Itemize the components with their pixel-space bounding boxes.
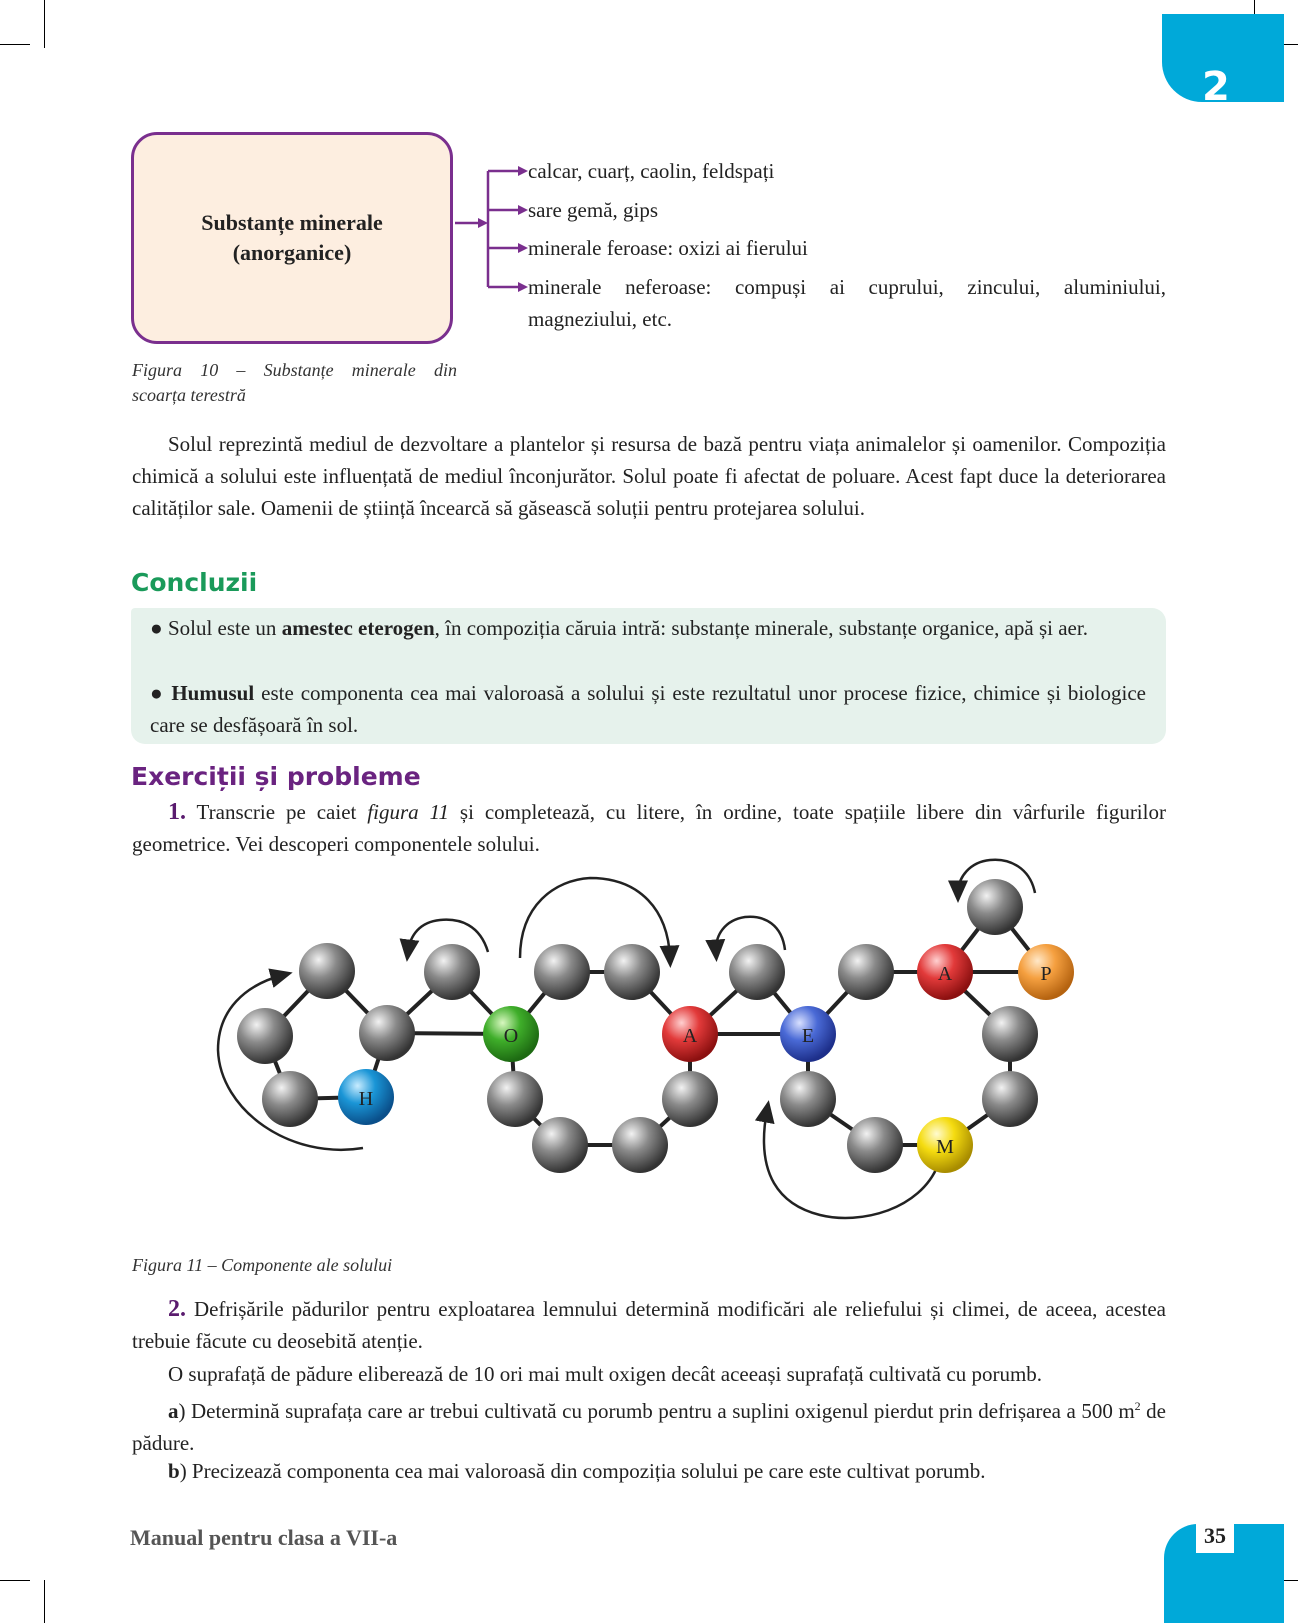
- ball-label-m: M: [936, 1136, 954, 1158]
- ball-gray: [534, 944, 590, 1000]
- ball-gray: [424, 944, 480, 1000]
- conclusions-title: Concluzii: [131, 568, 258, 597]
- ball-gray: [237, 1008, 293, 1064]
- mineral-item: magneziului, etc.: [528, 307, 673, 331]
- figure10-caption-line2: scoarța terestră: [132, 385, 246, 405]
- conclusion-item: ● Solul este un amestec eterogen, în compoziția căruia intră: substanțe minerale, substanțe organice, apă și aer.: [150, 616, 1088, 640]
- ball-label-a: A: [682, 1025, 698, 1047]
- soil-paragraph: Solul reprezintă mediul de dezvoltare a plantelor și resursa de bază pentru viața animalelor și oamenilor. Compoziția chimică a solului este influențată de mediul înconjurător. Solul poate fi afectat de poluare. Acest fapt duce la deteriorarea calităților sale. Oamenii de știință încearcă să găsească soluții pentru protejarea solului.: [132, 432, 1166, 520]
- ball-gray: [662, 1071, 718, 1127]
- mineral-item: minerale feroase: oxizi ai fierului: [528, 236, 808, 260]
- page-number-tab: [1164, 1524, 1284, 1623]
- molecule-balls: [237, 879, 1074, 1173]
- crop-mark: [0, 1580, 30, 1581]
- ball-gray: [299, 943, 355, 999]
- exercise-2a: a) Determină suprafața care ar trebui cultivată cu porumb pentru a suplini oxigenul pierdut prin defrișarea a 500 $m^2$ de pădure.: [132, 1399, 1166, 1455]
- ball-gray: [604, 944, 660, 1000]
- ball-gray: [838, 944, 894, 1000]
- exercise-2-statement: O suprafață de pădure eliberează de 10 ori mai mult oxigen decât aceeași suprafață cultivată cu porumb.: [168, 1362, 1043, 1386]
- ball-gray: [612, 1117, 668, 1173]
- mineral-item: calcar, cuarț, caolin, feldspați: [528, 159, 775, 183]
- exercise-2b: b) Precizează componenta cea mai valoroasă din compoziția solului pe care este cultivat porumb.: [168, 1459, 986, 1483]
- ball-label-a: A: [937, 963, 953, 985]
- figure10-caption-line1: Figura 10 – Substanțe minerale din: [132, 360, 457, 380]
- box-title-line1: Substanțe minerale: [201, 210, 383, 235]
- page-number: 35: [1196, 1523, 1234, 1553]
- crop-mark: [44, 1580, 45, 1623]
- exercise-1: 1. Transcrie pe caiet figura 11 și completează, cu litere, în ordine, toate spațiile libere din vârfurile figurilor geometrice. Vei descoperi componentele solului.: [132, 799, 1166, 856]
- ball-label-o: O: [503, 1025, 519, 1047]
- ball-gray: [982, 1071, 1038, 1127]
- bullet-icon: ●: [150, 681, 172, 705]
- ball-gray: [487, 1071, 543, 1127]
- mineral-item: sare gemă, gips: [528, 198, 659, 222]
- exercise-2: 2. Defrișările pădurilor pentru exploatarea lemnului determină modificări ale reliefului și climei, de aceea, acestea trebuie făcute cu deosebită atenție.: [132, 1296, 1166, 1353]
- ball-gray: [982, 1006, 1038, 1062]
- ball-label-h: H: [358, 1088, 374, 1110]
- ball-label-e: E: [801, 1025, 815, 1047]
- exercises-title: Exerciții și probleme: [131, 762, 421, 791]
- ball-gray: [359, 1005, 415, 1061]
- box-title-line2: (anorganice): [232, 240, 352, 265]
- ball-gray: [780, 1071, 836, 1127]
- figure11-caption: Figura 11 – Componente ale solului: [132, 1255, 393, 1275]
- ball-gray: [729, 944, 785, 1000]
- ball-gray: [847, 1117, 903, 1173]
- ball-gray: [532, 1117, 588, 1173]
- ball-gray: [262, 1071, 318, 1127]
- ball-gray: [967, 879, 1023, 935]
- chapter-number: 2: [1202, 64, 1230, 110]
- ball-label-p: P: [1040, 963, 1052, 985]
- book-title: Manual pentru clasa a VII-a: [130, 1525, 398, 1550]
- mineral-item: minerale neferoase: compuși ai cuprului, zincului, aluminiului,: [528, 275, 1166, 299]
- conclusion-item: ● Humusul este componenta cea mai valoroasă a solului și este rezultatul unor procese fizice, chimice și biologice care se desfășoară în sol.: [150, 681, 1146, 737]
- bullet-icon: ●: [150, 616, 168, 640]
